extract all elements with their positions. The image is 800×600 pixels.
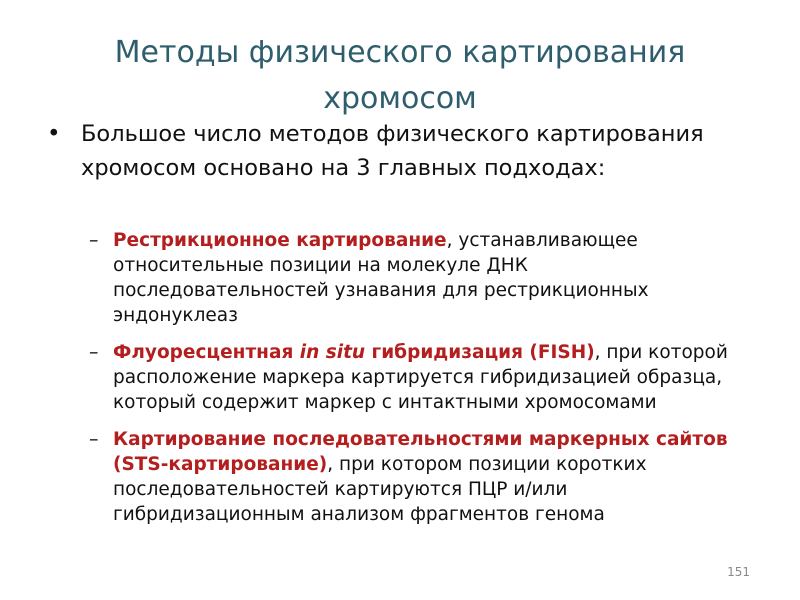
- highlight-part-italic: in situ: [299, 342, 366, 363]
- sub-item-text: [113, 340, 739, 415]
- sub-list: [89, 228, 739, 539]
- main-bullet: [47, 117, 737, 185]
- highlight-part-before: Флуоресцентная: [113, 342, 300, 363]
- highlight-part-after: гибридизация (FISH): [365, 342, 595, 363]
- sub-item-text: [113, 427, 739, 527]
- sub-item-rest: , устанавливающее относительные позиции на молекуле ДНК последовательностей узнавания для рестрикционных эндонуклеаз: [113, 230, 649, 326]
- sub-item-rest: , при котором позиции коротких последовательностей картируются ПЦР и/или гибридизационным анализом фрагментов генома: [113, 454, 647, 525]
- slide-title: Методы физического картирования хромосом: [114, 35, 686, 116]
- sub-item-sts: [89, 427, 739, 527]
- sub-item-highlight: Картирование последовательностями маркерных сайтов (STS-картирование): [113, 429, 728, 475]
- sub-item-text: [113, 228, 739, 328]
- sub-item-restriction: [89, 228, 739, 328]
- sub-item-highlight: [113, 342, 595, 363]
- bullet-icon: •: [47, 121, 61, 147]
- dash-icon: –: [89, 229, 99, 251]
- sub-item-rest: , при которой расположение маркера картируется гибридизацией образца, который содержит маркер с интактными хромосомами: [113, 342, 728, 413]
- dash-icon: –: [89, 341, 99, 363]
- page-number: 151: [727, 565, 750, 579]
- dash-icon: –: [89, 428, 99, 450]
- sub-item-highlight: Рестрикционное картирование: [113, 230, 447, 251]
- main-bullet-text: Большое число методов физического картирования хромосом основано на 3 главных подходах:: [81, 121, 704, 181]
- sub-item-fish: [89, 340, 739, 415]
- main-bullet-row: [47, 117, 737, 185]
